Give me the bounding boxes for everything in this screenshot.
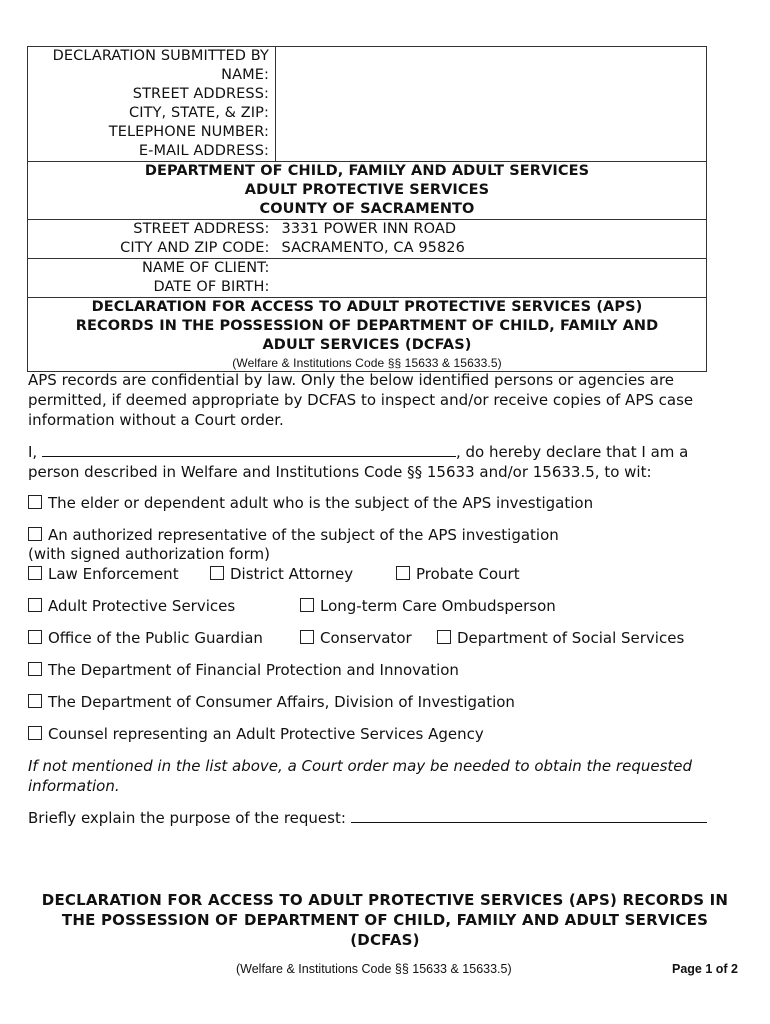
intro-line-3: information without a Court order. (28, 411, 284, 429)
address-section (28, 220, 707, 259)
conservator-label: Conservator (320, 629, 412, 647)
department-section (28, 162, 707, 220)
probate-court-checkbox[interactable] (396, 566, 410, 580)
option-ombudsperson (300, 596, 556, 616)
footer-title (28, 890, 742, 950)
email-label: E-MAIL ADDRESS: (138, 143, 269, 159)
dept-street-value: 3331 POWER INN ROAD (281, 221, 457, 237)
department-heading (28, 162, 707, 220)
client-dob-label: DATE OF BIRTH: (153, 279, 270, 295)
county-name: COUNTY OF SACRAMENTO (259, 201, 475, 217)
client-name-label: NAME OF CLIENT: (141, 260, 270, 276)
district-attorney-label: District Attorney (230, 565, 354, 583)
declarant-suffix: , do hereby declare that I am a (455, 443, 689, 461)
form-title-line-1: DECLARATION FOR ACCESS TO ADULT PROTECTIVE SERVICES (APS) (91, 299, 643, 315)
declarant-line (28, 442, 688, 462)
city-state-zip-label: CITY, STATE, & ZIP: (129, 105, 269, 121)
telephone-label: TELEPHONE NUMBER: (108, 124, 269, 140)
law-enforcement-checkbox[interactable] (28, 566, 42, 580)
form-title-section (28, 298, 707, 372)
district-attorney-checkbox[interactable] (210, 566, 224, 580)
option-dfpi (28, 660, 459, 680)
submitter-fields[interactable] (276, 47, 707, 162)
submitter-labels (28, 47, 276, 162)
purpose-line (28, 808, 707, 828)
footer-title-line-3: (DCFAS) (350, 931, 420, 949)
option-counsel (28, 724, 484, 744)
client-fields[interactable] (276, 259, 707, 298)
option-conservator (300, 628, 412, 648)
footer-title-line-1: DECLARATION FOR ACCESS TO ADULT PROTECTIVE SERVICES (APS) RECORDS IN (41, 891, 729, 909)
option-district-attorney (210, 564, 353, 584)
option-adult-protective-services (28, 596, 235, 616)
option-law-enforcement (28, 564, 179, 584)
footer-title-line-2: THE POSSESSION OF DEPARTMENT OF CHILD, FAMILY AND ADULT SERVICES (61, 911, 709, 929)
dfpi-label: The Department of Financial Protection and Innovation (48, 661, 459, 679)
form-title (28, 298, 707, 372)
purpose-label: Briefly explain the purpose of the request: (28, 809, 346, 827)
client-labels (28, 259, 276, 298)
counsel-checkbox[interactable] (28, 726, 42, 740)
dept-city-value: SACRAMENTO, CA 95826 (281, 240, 465, 256)
purpose-input[interactable] (351, 808, 707, 823)
declarant-name-field[interactable] (42, 442, 456, 457)
counsel-label: Counsel representing an Adult Protective Services Agency (48, 725, 484, 743)
ombudsperson-checkbox[interactable] (300, 598, 314, 612)
submitted-by-label: DECLARATION SUBMITTED BY (52, 48, 269, 64)
dept-street-label: STREET ADDRESS: (133, 221, 270, 237)
aps-label: Adult Protective Services (48, 597, 236, 615)
street-address-label: STREET ADDRESS: (132, 86, 269, 102)
division-name: ADULT PROTECTIVE SERVICES (244, 182, 490, 198)
representative-note: (with signed authorization form) (28, 545, 270, 563)
ombudsperson-label: Long-term Care Ombudsperson (320, 597, 556, 615)
law-enforcement-label: Law Enforcement (48, 565, 179, 583)
representative-checkbox[interactable] (28, 527, 42, 541)
social-services-checkbox[interactable] (437, 630, 451, 644)
dfpi-checkbox[interactable] (28, 662, 42, 676)
option-public-guardian (28, 628, 263, 648)
court-order-note-line-2: information. (28, 777, 120, 795)
name-label: NAME: (221, 67, 269, 83)
department-name: DEPARTMENT OF CHILD, FAMILY AND ADULT SERVICES (144, 163, 590, 179)
form-title-line-3: ADULT SERVICES (DCFAS) (262, 337, 472, 353)
public-guardian-checkbox[interactable] (28, 630, 42, 644)
conservator-checkbox[interactable] (300, 630, 314, 644)
client-section (28, 259, 707, 298)
footer-citation: (Welfare & Institutions Code §§ 15633 & 15633.5) (236, 962, 512, 976)
option-consumer-affairs (28, 692, 515, 712)
consumer-affairs-label: The Department of Consumer Affairs, Division of Investigation (48, 693, 515, 711)
public-guardian-label: Office of the Public Guardian (48, 629, 263, 647)
option-representative (28, 525, 559, 545)
elder-checkbox[interactable] (28, 495, 42, 509)
declaration-header-table (27, 46, 707, 372)
address-labels (28, 220, 276, 259)
representative-label: An authorized representative of the subject of the APS investigation (48, 526, 559, 544)
elder-label: The elder or dependent adult who is the subject of the APS investigation (48, 494, 594, 512)
social-services-label: Department of Social Services (457, 629, 685, 647)
declarant-statute-line: person described in Welfare and Institutions Code §§ 15633 and/or 15633.5, to wit: (28, 463, 652, 481)
form-title-citation: (Welfare & Institutions Code §§ 15633 & 15633.5) (232, 356, 502, 370)
form-title-line-2: RECORDS IN THE POSSESSION OF DEPARTMENT OF CHILD, FAMILY AND (75, 318, 659, 334)
probate-court-label: Probate Court (416, 565, 520, 583)
dept-city-label: CITY AND ZIP CODE: (120, 240, 270, 256)
address-values (276, 220, 707, 259)
aps-checkbox[interactable] (28, 598, 42, 612)
option-probate-court (396, 564, 520, 584)
intro-line-1: APS records are confidential by law. Only the below identified persons or agencies are (28, 371, 675, 389)
option-elder (28, 493, 593, 513)
submitter-section (28, 47, 707, 162)
declarant-prefix: I, (28, 443, 38, 461)
intro-line-2: permitted, if deemed appropriate by DCFAS to inspect and/or receive copies of APS case (28, 391, 694, 409)
court-order-note-line-1: If not mentioned in the list above, a Court order may be needed to obtain the requested (28, 757, 693, 775)
consumer-affairs-checkbox[interactable] (28, 694, 42, 708)
option-social-services (437, 628, 684, 648)
page-number: Page 1 of 2 (672, 962, 738, 976)
